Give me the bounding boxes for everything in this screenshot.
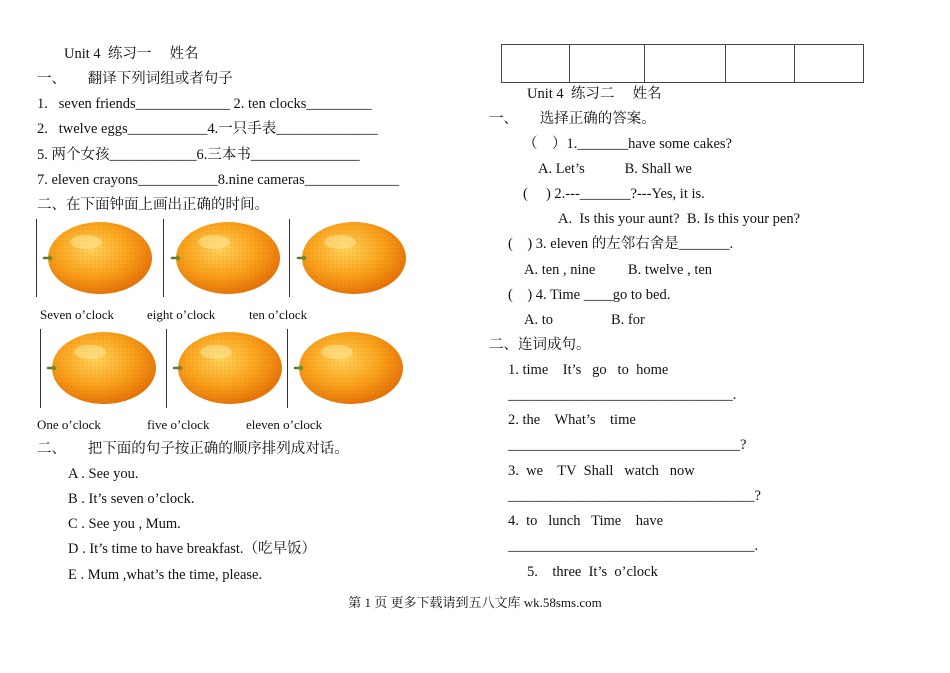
dialogue-item: A . See you. (68, 466, 139, 482)
clock-label: eight o’clock (147, 307, 216, 322)
question-3-options: A. ten , nine B. twelve , ten (524, 262, 713, 278)
clock-label: Seven o’clock (40, 307, 115, 322)
dialogue-item: E . Mum ,what’s the time, please. (68, 567, 263, 583)
score-cell (726, 45, 795, 83)
score-cell (795, 45, 864, 83)
clock-label: five o’clock (147, 417, 210, 432)
left-section1-heading: 一、 翻译下列词组或者句子 (37, 71, 233, 87)
clock-label: eleven o’clock (246, 417, 323, 432)
clock-divider (36, 219, 37, 297)
left-section2-heading: 二、在下面钟面上画出正确的时间。 (37, 197, 269, 213)
left-section1-line: 2. twelve eggs___________4.一只手表______________ (37, 121, 378, 137)
question-2: ( ) 2.---_______?---Yes, it is. (523, 186, 705, 202)
orange-clock-image (172, 330, 284, 406)
question-1-options: A. Let’s B. Shall we (538, 161, 692, 177)
sentence-words: 5. three It’s o’clock (527, 564, 658, 580)
orange-clock-image (42, 220, 154, 296)
score-cell (645, 45, 726, 83)
left-section1-line: 7. eleven crayons___________8.nine cameras_____________ (37, 172, 400, 188)
right-section2-heading: 二、连词成句。 (489, 337, 591, 353)
right-section1-heading: 一、 选择正确的答案。 (489, 111, 656, 127)
sentence-answer-line: __________________________________. (508, 538, 759, 554)
question-4-options: A. to B. for (524, 312, 645, 328)
orange-clock-image (170, 220, 282, 296)
dialogue-item: C . See you , Mum. (68, 516, 181, 532)
dialogue-item: D . It’s time to have breakfast.（吃早饭） (68, 541, 317, 557)
clock-divider (40, 329, 41, 408)
clock-divider (289, 219, 290, 297)
sentence-answer-line: __________________________________? (508, 488, 761, 504)
dialogue-item: B . It’s seven o’clock. (68, 491, 195, 507)
sentence-words: 3. we TV Shall watch now (508, 463, 695, 479)
score-cell (502, 45, 570, 83)
page-footer: 第 1 页 更多下载请到五八文库 wk.58sms.com (348, 595, 602, 610)
orange-clock-image (296, 220, 408, 296)
left-section1-line: 1. seven friends_____________ 2. ten clocks_________ (37, 96, 372, 112)
score-cell (570, 45, 645, 83)
sentence-words: 2. the What’s time (508, 412, 636, 428)
orange-clock-image (46, 330, 158, 406)
clock-label: ten o’clock (249, 307, 308, 322)
sentence-words: 1. time It’s go to home (508, 362, 669, 378)
left-section3-heading: 二、 把下面的句子按正确的顺序排列成对话。 (37, 441, 349, 457)
sentence-answer-line: ________________________________? (508, 437, 747, 453)
question-2-options: A. Is this your aunt? B. Is this your pen? (558, 211, 801, 227)
question-4: ( ) 4. Time ____go to bed. (508, 287, 671, 303)
left-section1-line: 5. 两个女孩____________6.三本书_______________ (37, 147, 360, 163)
right-worksheet-title: Unit 4 练习二 姓名 (527, 86, 662, 102)
left-worksheet-title: Unit 4 练习一 姓名 (64, 46, 199, 62)
sentence-answer-line: _______________________________. (508, 387, 737, 403)
clock-label: One o’clock (37, 417, 101, 432)
question-3: ( ) 3. eleven 的左邻右舍是_______. (508, 236, 734, 252)
orange-clock-image (293, 330, 405, 406)
score-table (501, 44, 864, 83)
clock-divider (287, 329, 288, 408)
question-1: （ ）1._______have some cakes? (523, 136, 732, 152)
clock-divider (163, 219, 164, 297)
clock-divider (166, 329, 167, 408)
sentence-words: 4. to lunch Time have (508, 513, 664, 529)
